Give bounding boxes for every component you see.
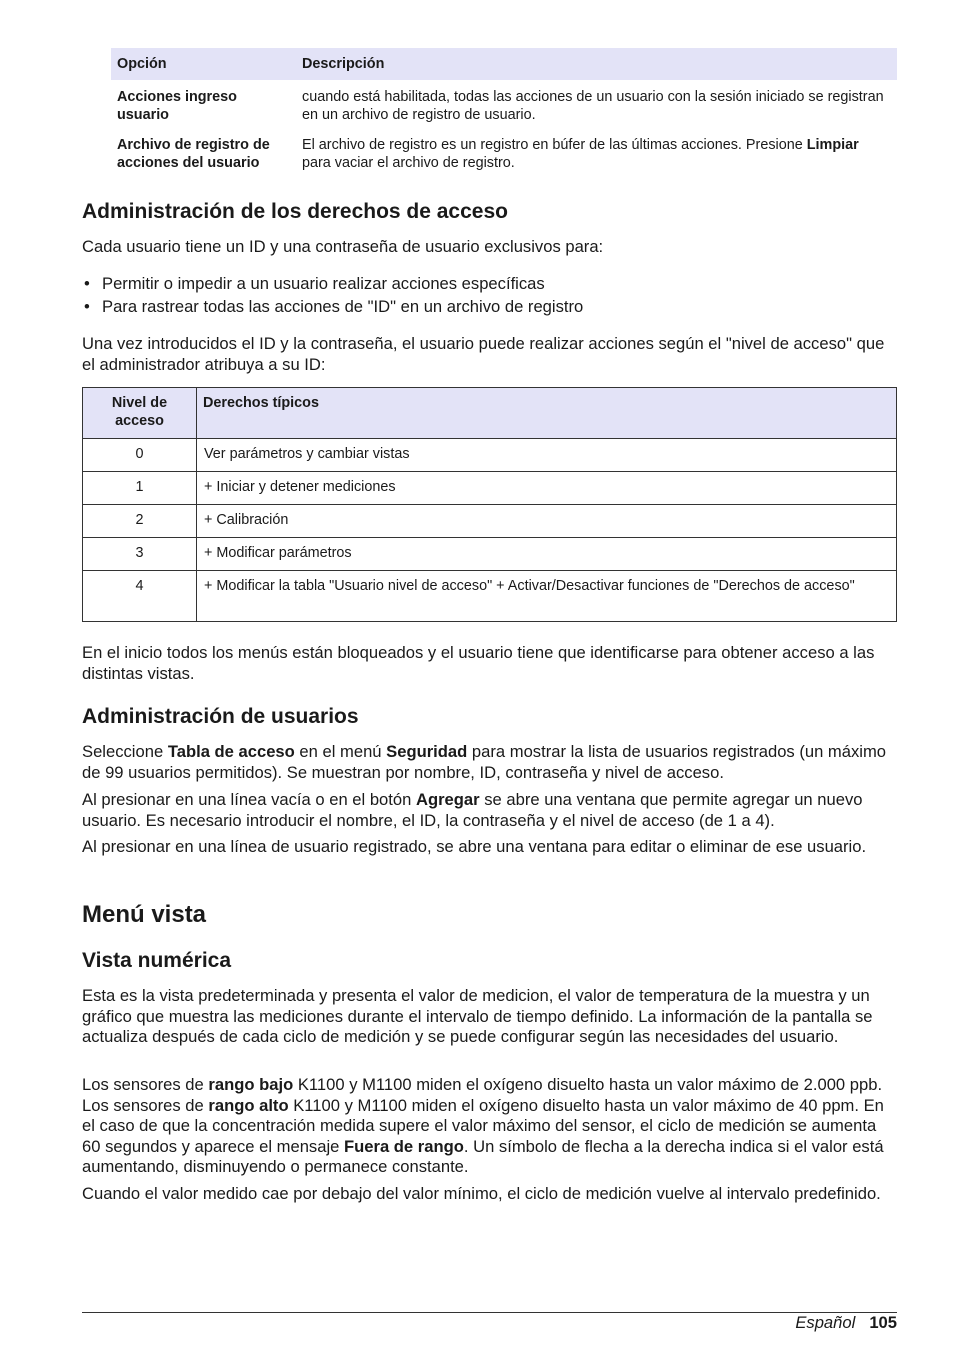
access-level: 2 xyxy=(83,505,197,538)
footer-divider xyxy=(82,1312,897,1313)
description-bold: Limpiar xyxy=(806,137,859,153)
options-header-description: Descripción xyxy=(296,48,897,80)
table-row xyxy=(83,472,897,505)
table-row xyxy=(83,538,897,571)
subsection-heading-numeric-view: Vista numérica xyxy=(82,949,232,972)
access-rights: + Modificar la tabla "Usuario nivel de acceso" + Activar/Desactivar funciones de "Derechos de acceso" xyxy=(197,571,897,622)
access-rights: + Iniciar y detener mediciones xyxy=(197,472,897,505)
access-after-bullets: Una vez introducidos el ID y la contraseña, el usuario puede realizar acciones según el "nivel de acceso" que el administrador atribuya a su ID: xyxy=(82,334,885,374)
access-rights: Ver parámetros y cambiar vistas xyxy=(197,439,897,472)
page-number: 105 xyxy=(869,1313,897,1332)
section-heading-access: Administración de los derechos de acceso xyxy=(82,200,508,223)
list-item: • Permitir o impedir a un usuario realizar acciones específicas xyxy=(84,274,545,293)
table-row xyxy=(83,439,897,472)
table-row xyxy=(83,571,897,622)
option-name: Acciones ingreso usuario xyxy=(117,89,237,123)
section-heading-users: Administración de usuarios xyxy=(82,705,359,728)
bullet-icon: • xyxy=(84,297,90,316)
access-bullet-list xyxy=(82,272,897,318)
option-description xyxy=(296,135,897,172)
access-header-level: Nivel de acceso xyxy=(83,388,197,439)
bullet-icon: • xyxy=(84,274,90,293)
table-row xyxy=(83,505,897,538)
access-levels-table xyxy=(82,387,897,622)
view-paragraph-2: Los sensores de rango bajo K1100 y M1100 miden el oxígeno disuelto hasta un valor máximo de 2.000 ppb. Los sensores de rango alto K1100 y M1100 miden el oxígeno disuelto hasta un valor máximo de 40 ppm. En el caso de que la concentración medida supere el valor máximo del sensor, el ciclo de medición se aumenta 60 segundos y aparece el mensaje Fuera de rango. Un símbolo de flecha a la derecha indica si el valor está aumentando, disminuyendo o permanece constante. xyxy=(82,1075,884,1176)
access-level: 0 xyxy=(83,439,197,472)
list-item: • Para rastrear todas las acciones de "ID" en un archivo de registro xyxy=(84,297,584,316)
access-header-rights: Derechos típicos xyxy=(197,388,897,439)
access-rights: + Calibración xyxy=(197,505,897,538)
access-intro: Cada usuario tiene un ID y una contraseña de usuario exclusivos para: xyxy=(82,237,604,256)
view-paragraph-1: Esta es la vista predeterminada y presenta el valor de medicion, el valor de temperatura de la muestra y un gráfico que muestra las mediciones durante el intervalo de tiempo definido. La información de la pantalla se actualiza después de cada ciclo de medición y se puede configurar según las necesidades del usuario. xyxy=(82,986,873,1046)
access-level: 1 xyxy=(83,472,197,505)
section-heading-view-menu: Menú vista xyxy=(82,901,207,928)
option-name: Archivo de registro de acciones del usuario xyxy=(117,137,270,171)
footer-language: Español xyxy=(795,1313,856,1332)
access-level: 4 xyxy=(83,571,197,622)
options-table xyxy=(111,48,897,172)
users-paragraph-2: Al presionar en una línea vacía o en el botón Agregar se abre una ventana que permite agregar un nuevo usuario. Es necesario introducir el nombre, el ID, la contraseña y el nivel de acceso (de 1 a 4). xyxy=(82,790,863,830)
users-paragraph-3: Al presionar en una línea de usuario registrado, se abre una ventana para editar o eliminar de ese usuario. xyxy=(82,837,867,856)
options-header-option: Opción xyxy=(111,48,296,80)
view-paragraph-3: Cuando el valor medido cae por debajo del valor mínimo, el ciclo de medición vuelve al intervalo predefinido. xyxy=(82,1184,881,1203)
description-text: para vaciar el archivo de registro. xyxy=(302,155,515,171)
access-rights: + Modificar parámetros xyxy=(197,538,897,571)
description-text: El archivo de registro es un registro en búfer de las últimas acciones. Presione xyxy=(302,137,803,153)
table-row xyxy=(111,135,897,172)
users-paragraph-1: Seleccione Tabla de acceso en el menú Seguridad para mostrar la lista de usuarios registrados (un máximo de 99 usuarios permitidos). Se muestran por nombre, ID, contraseña y nivel de acceso. xyxy=(82,742,887,782)
access-level: 3 xyxy=(83,538,197,571)
access-after-table: En el inicio todos los menús están bloqueados y el usuario tiene que identificarse para obtener acceso a las distintas vistas. xyxy=(82,643,875,683)
option-description: cuando está habilitada, todas las acciones de un usuario con la sesión iniciado se registran en un archivo de registro de usuario. xyxy=(302,89,884,123)
page-footer xyxy=(795,1313,897,1333)
table-row xyxy=(111,80,897,135)
